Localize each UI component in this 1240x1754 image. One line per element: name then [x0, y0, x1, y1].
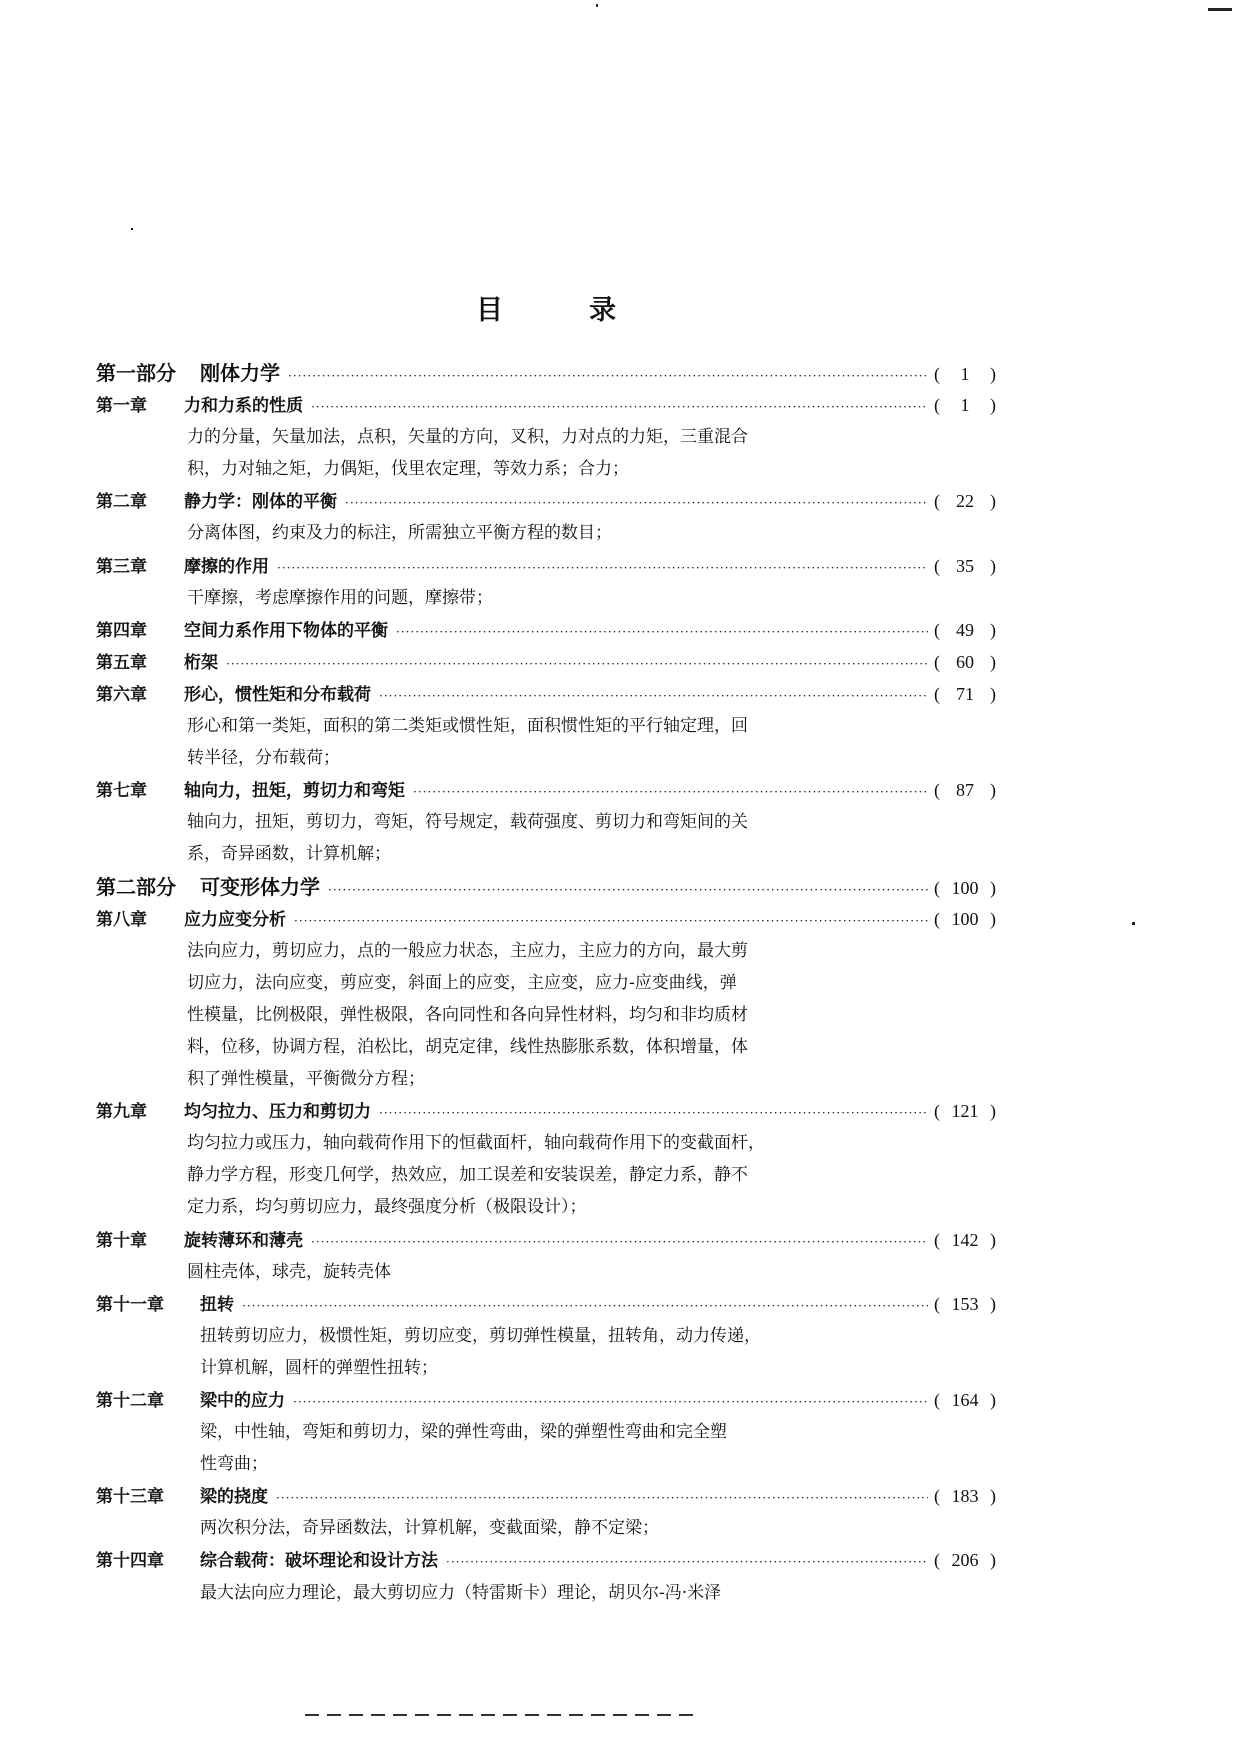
dot-leader — [413, 776, 928, 808]
entry-number: 第十三章 — [96, 1487, 164, 1508]
dot-leader — [379, 680, 928, 712]
toc-chapter-entry[interactable] — [96, 1480, 996, 1512]
dot-leader — [294, 905, 928, 937]
page-number: ( 153 ) — [934, 1293, 996, 1314]
entry-number: 第一章 — [96, 396, 147, 417]
toc-chapter-entry[interactable] — [96, 903, 996, 935]
toc-part-entry[interactable] — [96, 357, 996, 389]
entry-number: 第二章 — [96, 492, 147, 513]
page-title — [476, 288, 616, 327]
entry-number: 第十二章 — [96, 1391, 164, 1411]
entry-description: 梁，中性轴，弯矩和剪切力，梁的弹性弯曲，梁的弹塑性弯曲和完全塑 — [200, 1422, 727, 1443]
dot-leader — [288, 360, 928, 392]
dot-leader — [276, 1482, 928, 1514]
entry-number: 第七章 — [96, 781, 147, 802]
dot-leader — [345, 487, 928, 519]
entry-description: 形心和第一类矩，面积的第二类矩或惯性矩，面积惯性矩的平行轴定理，回 — [187, 716, 748, 737]
entry-number: 第二部分 — [96, 874, 176, 899]
page-number: ( 164 ) — [934, 1390, 996, 1410]
entry-title: 轴向力，扭矩，剪切力和弯矩 — [184, 781, 405, 802]
toc-chapter-entry[interactable] — [96, 485, 996, 517]
dot-leader — [446, 1546, 928, 1578]
entry-title: 综合载荷：破坏理论和设计方法 — [200, 1551, 438, 1572]
scan-artifact-top-right — [1208, 8, 1232, 11]
dot-leader — [226, 648, 928, 680]
entry-description: 转半径，分布载荷； — [187, 748, 340, 769]
entry-description: 扭转剪切应力，极惯性矩，剪切应变，剪切弹性模量，扭转角，动力传递， — [200, 1325, 761, 1346]
toc-chapter-entry[interactable] — [96, 678, 996, 710]
dot-leader — [396, 616, 928, 648]
toc-chapter-entry[interactable] — [96, 389, 996, 421]
page-number: ( 142 ) — [934, 1229, 996, 1250]
page-number: ( 49 ) — [934, 619, 996, 640]
scan-artifact-top-dot — [596, 4, 598, 7]
entry-title: 空间力系作用下物体的平衡 — [184, 620, 388, 641]
entry-title: 应力应变分析 — [184, 909, 286, 930]
entry-description: 两次积分法，奇异函数法，计算机解，变截面梁，静不定梁； — [200, 1518, 659, 1539]
entry-description: 轴向力，扭矩，剪切力，弯矩，符号规定，载荷强度、剪切力和弯矩间的关 — [187, 812, 748, 833]
entry-number: 第十章 — [96, 1230, 147, 1251]
entry-number: 第四章 — [96, 620, 147, 641]
toc-chapter-entry[interactable] — [96, 774, 996, 806]
dot-leader — [242, 1290, 928, 1322]
entry-title: 静力学：刚体的平衡 — [184, 492, 337, 513]
toc-chapter-entry[interactable] — [96, 1544, 996, 1576]
page-number: ( 121 ) — [934, 1101, 996, 1122]
dot-leader — [311, 391, 928, 423]
entry-description: 积，力对轴之矩，力偶矩，伐里农定理，等效力系；合力； — [187, 459, 629, 480]
entry-title: 桁架 — [184, 652, 218, 673]
page-number: ( 35 ) — [934, 555, 996, 576]
table-of-contents — [96, 357, 996, 1609]
entry-number: 第三章 — [96, 556, 147, 577]
dot-leader — [277, 552, 928, 584]
entry-description: 力的分量，矢量加法，点积，矢量的方向，叉积，力对点的力矩，三重混合 — [187, 427, 748, 448]
entry-title: 摩擦的作用 — [184, 556, 269, 577]
dot-leader — [379, 1097, 928, 1129]
page-number: ( 100 ) — [934, 908, 996, 929]
entry-description: 定力系，均匀剪切应力，最终强度分析（极限设计）； — [187, 1197, 587, 1218]
entry-description: 性模量，比例极限，弹性极限，各向同性和各向异性材料，均匀和非均质材 — [187, 1004, 748, 1025]
entry-description: 性弯曲； — [200, 1454, 268, 1475]
entry-number: 第六章 — [96, 684, 147, 705]
entry-title: 力和力系的性质 — [184, 396, 303, 417]
entry-description: 分离体图，约束及力的标注，所需独立平衡方程的数目； — [187, 523, 612, 544]
entry-description: 法向应力，剪切应力，点的一般应力状态，主应力，主应力的方向，最大剪 — [187, 940, 748, 961]
entry-title: 刚体力学 — [200, 361, 280, 385]
page-number: ( 71 ) — [934, 683, 996, 704]
entry-number: 第八章 — [96, 909, 147, 930]
entry-title: 梁中的应力 — [200, 1391, 285, 1411]
entry-description: 静力学方程，形变几何学，热效应，加工误差和安装误差，静定力系，静不 — [187, 1165, 748, 1186]
dot-leader — [311, 1226, 928, 1258]
page-number: ( 100 ) — [934, 877, 996, 898]
toc-chapter-entry[interactable] — [96, 646, 996, 678]
page-number: ( 1 ) — [934, 395, 996, 416]
entry-description: 料，位移，协调方程，泊松比，胡克定律，线性热膨胀系数，体积增量，体 — [187, 1036, 748, 1057]
title-char-2: 录 — [589, 295, 616, 326]
entry-description: 均匀拉力或压力，轴向载荷作用下的恒截面杆，轴向载荷作用下的变截面杆， — [187, 1133, 765, 1154]
entry-number: 第五章 — [96, 652, 147, 673]
toc-chapter-entry[interactable] — [96, 614, 996, 646]
entry-description: 最大法向应力理论，最大剪切应力（特雷斯卡）理论，胡贝尔-冯·米泽 — [200, 1582, 722, 1603]
entry-number: 第九章 — [96, 1102, 147, 1123]
entry-title: 梁的挠度 — [200, 1487, 268, 1508]
entry-title: 均匀拉力、压力和剪切力 — [184, 1102, 371, 1123]
entry-description: 切应力，法向应变，剪应变，斜面上的应变，主应变，应力-应变曲线，弹 — [187, 972, 737, 993]
toc-chapter-entry[interactable] — [96, 1288, 996, 1320]
dot-leader — [328, 874, 928, 906]
dot-leader — [293, 1386, 928, 1418]
toc-chapter-entry[interactable] — [96, 1384, 996, 1416]
page-number: ( 206 ) — [934, 1550, 996, 1571]
entry-title: 旋转薄环和薄壳 — [184, 1230, 303, 1251]
entry-description: 计算机解，圆杆的弹塑性扭转； — [200, 1357, 438, 1378]
entry-number: 第一部分 — [96, 361, 176, 385]
entry-number: 第十一章 — [96, 1294, 164, 1315]
scan-artifact-right-dot — [1132, 922, 1135, 925]
entry-description: 干摩擦，考虑摩擦作用的问题，摩擦带； — [187, 587, 493, 608]
scan-artifact-bottom-line — [305, 1714, 697, 1716]
title-char-1: 目 — [476, 295, 503, 326]
entry-title: 形心，惯性矩和分布载荷 — [184, 684, 371, 705]
toc-chapter-entry[interactable] — [96, 550, 996, 582]
page-number: ( 1 ) — [934, 364, 996, 384]
page-number: ( 183 ) — [934, 1486, 996, 1507]
entry-description: 积了弹性模量，平衡微分方程； — [187, 1069, 425, 1090]
toc-part-entry[interactable] — [96, 871, 996, 903]
scan-artifact-left-dot — [131, 228, 133, 230]
toc-chapter-entry[interactable] — [96, 1224, 996, 1256]
entry-description: 系，奇异函数，计算机解； — [187, 844, 391, 865]
page-number: ( 87 ) — [934, 780, 996, 801]
entry-number: 第十四章 — [96, 1551, 164, 1572]
entry-description: 圆柱壳体，球壳，旋转壳体 — [187, 1261, 391, 1282]
entry-title: 扭转 — [200, 1294, 234, 1315]
entry-title: 可变形体力学 — [200, 874, 320, 899]
toc-chapter-entry[interactable] — [96, 1095, 996, 1127]
page-number: ( 22 ) — [934, 491, 996, 512]
page-number: ( 60 ) — [934, 651, 996, 672]
